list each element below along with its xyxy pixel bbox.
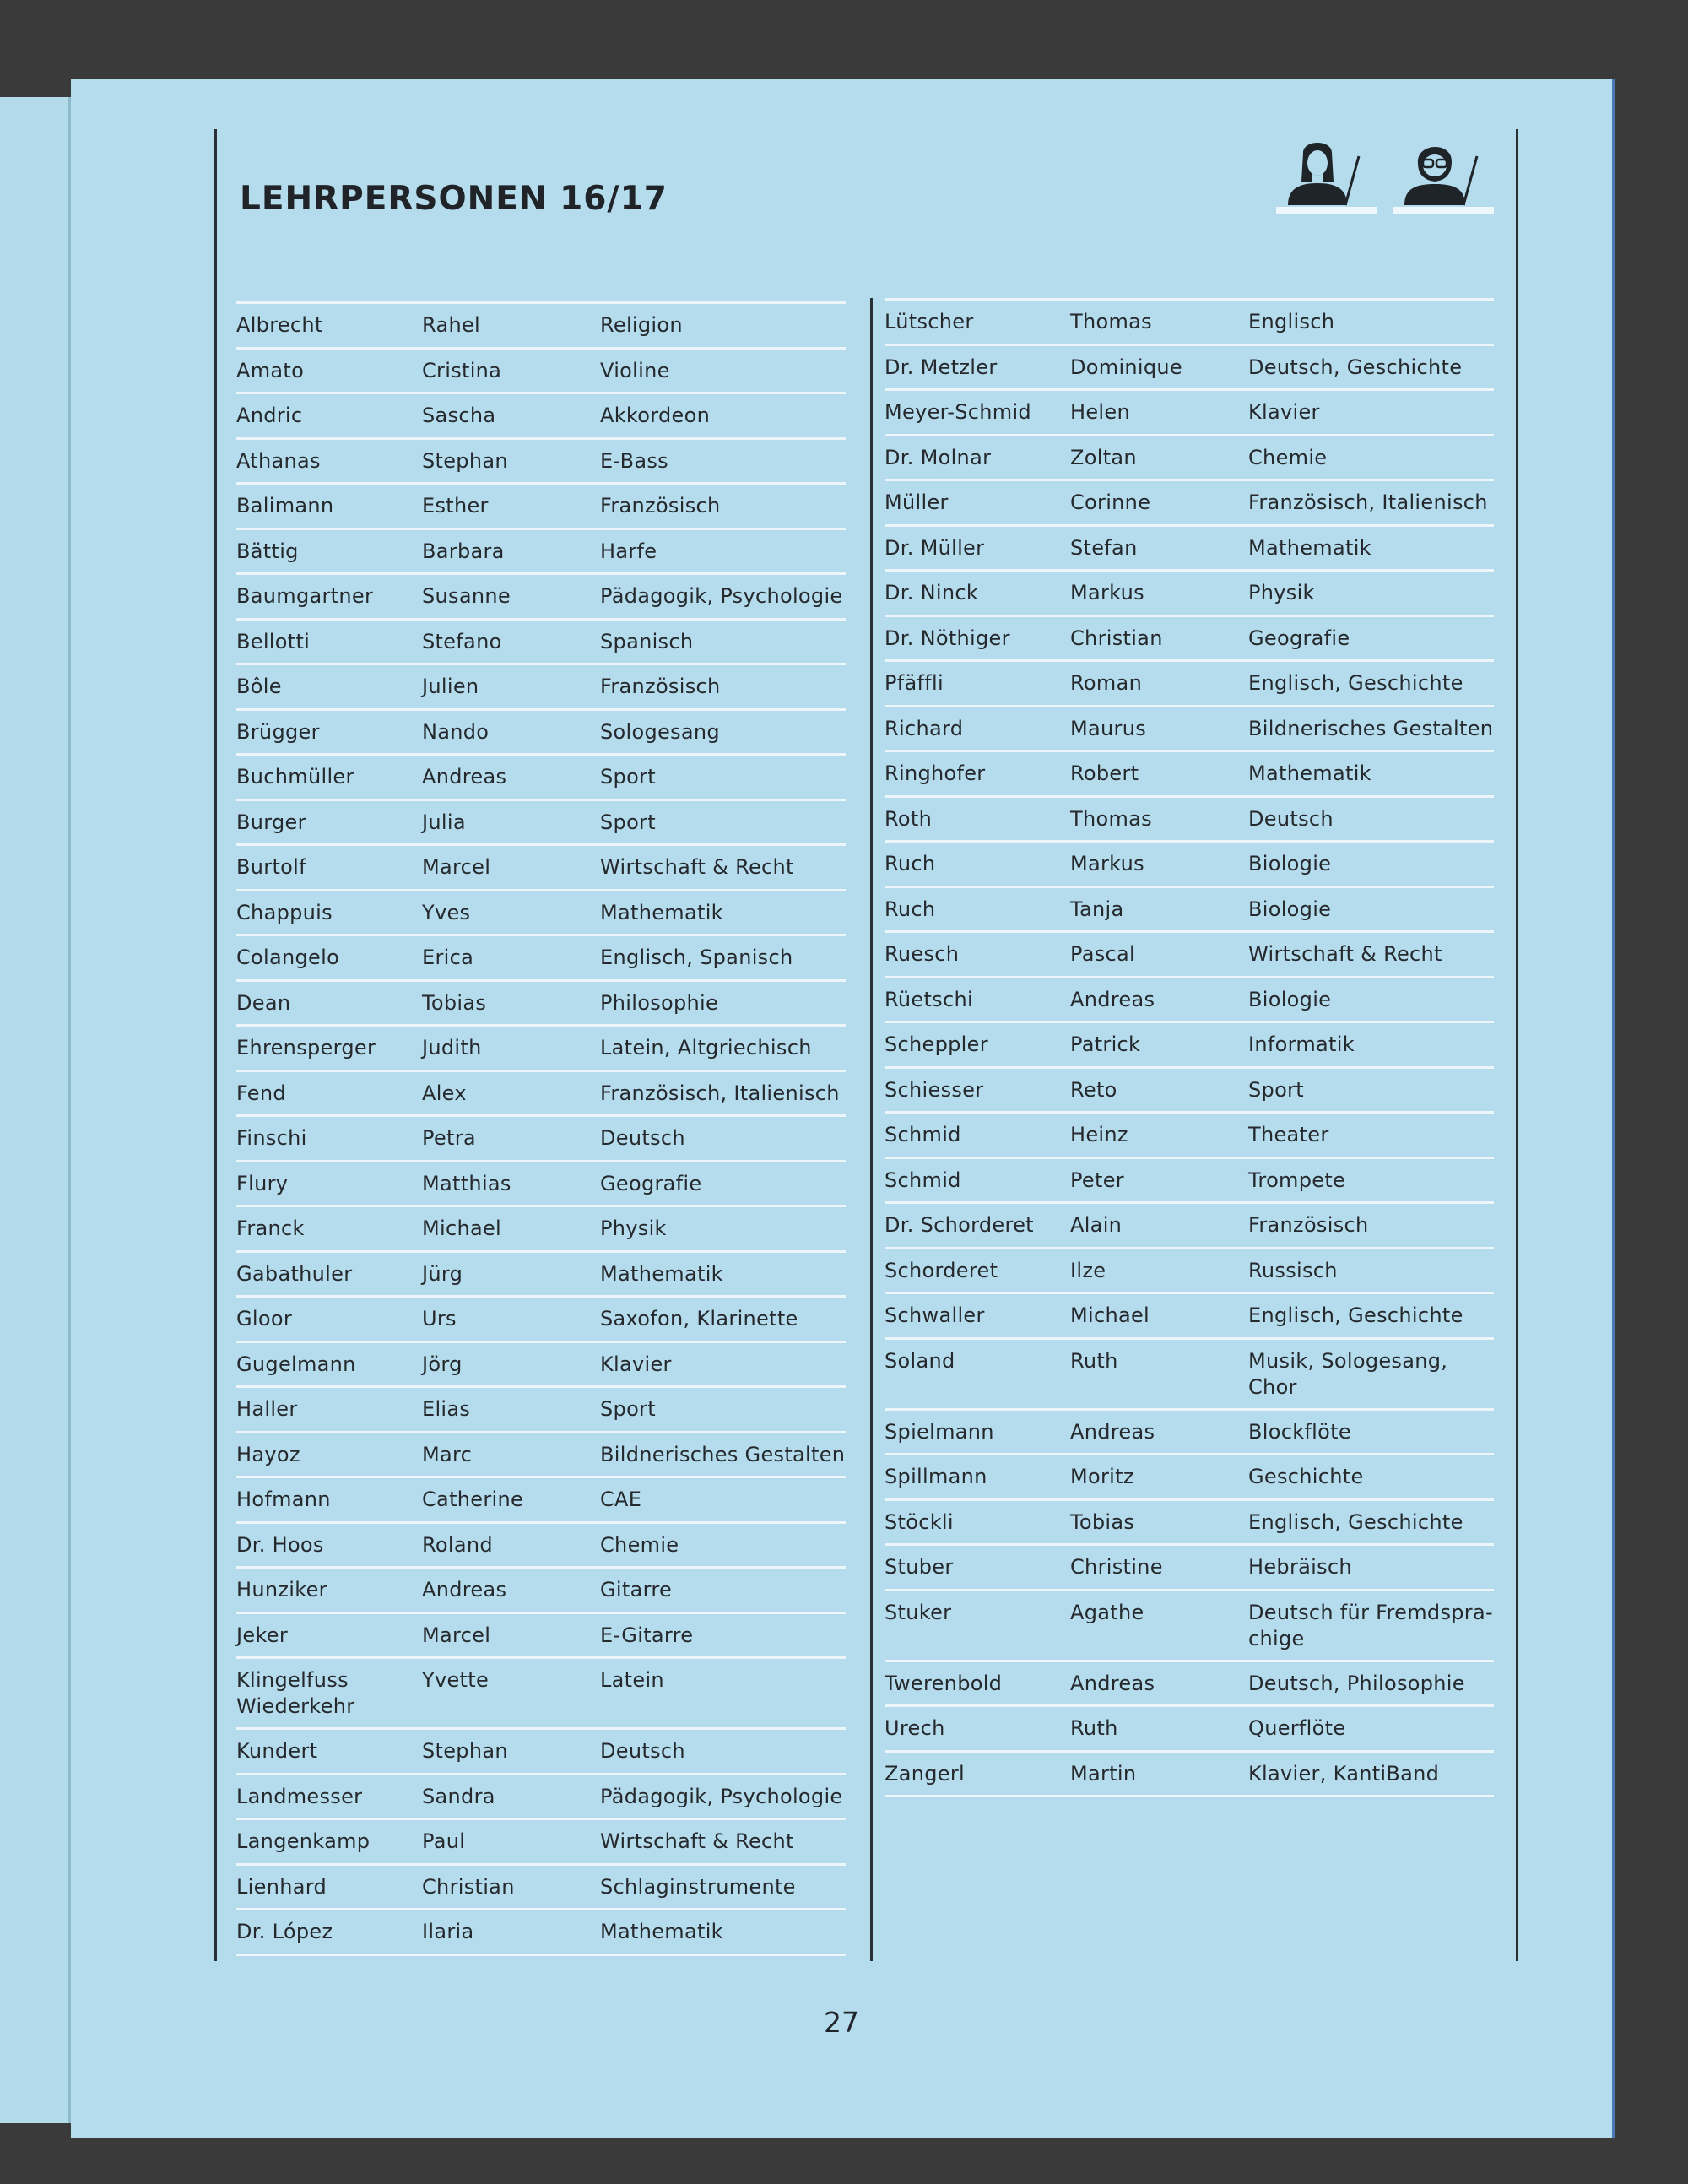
teacher-row — [236, 1775, 846, 1821]
teacher-row — [885, 662, 1494, 707]
teacher-subject: Wirtschaft & Recht — [600, 855, 794, 879]
teacher-last-name: Andric — [236, 404, 303, 427]
teacher-last-name: Bättig — [236, 539, 299, 563]
teacher-subject: Gitarre — [600, 1578, 673, 1601]
teacher-subject: E-Bass — [600, 448, 668, 473]
teacher-row — [885, 1340, 1494, 1411]
teacher-subject: Mathematik — [1248, 761, 1372, 785]
teacher-subject: Violine — [600, 358, 670, 382]
teacher-row — [236, 394, 846, 440]
teacher-subject: Deutsch — [600, 1739, 685, 1763]
teacher-row — [885, 527, 1494, 572]
teacher-row — [236, 1866, 846, 1911]
teacher-first-name: Elias — [422, 1397, 471, 1421]
teacher-last-name: Langenkamp — [236, 1829, 371, 1853]
teacher-row — [236, 1298, 846, 1343]
teacher-row — [885, 888, 1494, 934]
teacher-first-name: Cristina — [422, 358, 502, 382]
teacher-subject: Deutsch — [1248, 806, 1334, 831]
teacher-last-name: Albrecht — [236, 313, 323, 337]
teacher-first-name: Andreas — [1070, 987, 1155, 1011]
teacher-row — [885, 301, 1494, 346]
teacher-last-name: Schmid — [885, 1168, 961, 1192]
teacher-last-name: Spillmann — [885, 1465, 987, 1488]
teacher-row — [236, 891, 846, 937]
teacher-row — [236, 982, 846, 1027]
teacher-last-name: Stöckli — [885, 1509, 954, 1534]
teacher-subject: Wirtschaft & Recht — [1248, 942, 1442, 966]
teacher-row — [236, 485, 846, 530]
teacher-last-name: Schwaller — [885, 1303, 985, 1327]
teacher-subject: Latein, Altgriechisch — [600, 1036, 812, 1059]
teacher-row — [885, 1546, 1494, 1591]
teacher-row — [885, 1023, 1494, 1069]
teacher-first-name: Pascal — [1070, 942, 1135, 966]
teacher-row — [236, 1820, 846, 1866]
teacher-last-name: Rüetschi — [885, 987, 973, 1011]
teacher-row — [236, 936, 846, 982]
teacher-row — [885, 1294, 1494, 1340]
teacher-first-name: Yves — [422, 900, 471, 924]
teacher-first-name: Yvette — [422, 1668, 490, 1692]
teacher-row — [236, 1910, 846, 1956]
teacher-last-name: Gloor — [236, 1307, 292, 1330]
teacher-first-name: Moritz — [1070, 1465, 1134, 1488]
teacher-first-name: Susanne — [422, 584, 511, 608]
teacher-last-name: Müller — [885, 490, 949, 514]
teacher-last-name: Scheppler — [885, 1032, 988, 1056]
teacher-last-name: Hunziker — [236, 1578, 327, 1601]
teacher-row — [885, 1159, 1494, 1205]
teacher-last-name: Richard — [885, 716, 964, 740]
teacher-first-name: Reto — [1070, 1077, 1117, 1102]
teacher-first-name: Andreas — [422, 765, 507, 789]
teacher-first-name: Zoltan — [1070, 445, 1137, 469]
teacher-subject: Pädagogik, Psychologie — [600, 584, 843, 608]
teacher-last-name: Dr. Müller — [885, 535, 985, 560]
teacher-row — [885, 1753, 1494, 1798]
teacher-row — [885, 346, 1494, 392]
teacher-first-name: Stephan — [422, 1739, 508, 1763]
teacher-row — [236, 1614, 846, 1660]
teacher-subject: Klavier — [600, 1352, 672, 1376]
teacher-last-name: Bellotti — [236, 629, 311, 653]
teacher-last-name: Dr. Ninck — [885, 581, 979, 604]
teacher-last-name: Burger — [236, 810, 306, 834]
teacher-first-name: Rahel — [422, 313, 480, 337]
teacher-first-name: Sandra — [422, 1784, 495, 1808]
teacher-row — [236, 1388, 846, 1433]
teacher-subject: CAE — [600, 1488, 642, 1511]
teacher-first-name: Robert — [1070, 761, 1139, 785]
teacher-row — [885, 617, 1494, 663]
teacher-row — [236, 304, 846, 350]
teacher-last-name: Lütscher — [885, 310, 974, 333]
teacher-first-name: Martin — [1070, 1761, 1137, 1786]
teacher-first-name: Stefan — [1070, 535, 1138, 560]
teacher-subject: Sport — [600, 765, 656, 789]
teacher-subject: Sport — [600, 810, 656, 834]
teacher-row — [885, 391, 1494, 436]
teacher-first-name: Jörg — [422, 1352, 463, 1376]
teacher-first-name: Andreas — [1070, 1419, 1155, 1444]
teacher-last-name: Urech — [885, 1716, 945, 1740]
teacher-row — [236, 1253, 846, 1298]
teacher-last-name: Jeker — [236, 1623, 289, 1647]
teacher-subject: Religion — [600, 313, 683, 337]
teacher-subject: Englisch, Spanisch — [600, 946, 793, 969]
teacher-subject: Trompete — [1248, 1168, 1346, 1192]
left-rule — [214, 129, 217, 1961]
teacher-first-name: Alex — [422, 1081, 467, 1105]
teacher-first-name: Judith — [422, 1036, 482, 1059]
teacher-subject: Bildnerisches Gestalten — [1248, 716, 1494, 740]
teacher-subject: Harfe — [600, 539, 657, 563]
teacher-subject: Blockflöte — [1248, 1419, 1351, 1444]
teacher-first-name: Roland — [422, 1532, 493, 1557]
teacher-row — [236, 1478, 846, 1524]
teacher-row — [885, 1069, 1494, 1114]
teacher-subject: Musik, Sologesang, Chor — [1248, 1348, 1448, 1399]
teacher-subject: Chemie — [600, 1532, 679, 1557]
teacher-subject: Schlaginstrumente — [600, 1874, 796, 1899]
teacher-first-name: Catherine — [422, 1488, 524, 1511]
teacher-subject: Akkordeon — [600, 404, 711, 427]
teacher-subject: Deutsch für Fremdspra- chige — [1248, 1600, 1493, 1650]
teacher-first-name: Jürg — [422, 1261, 463, 1286]
teacher-last-name: Dr. Nöthiger — [885, 626, 1010, 650]
teacher-last-name: Amato — [236, 358, 305, 382]
teacher-first-name: Esther — [422, 494, 489, 518]
teacher-row — [885, 707, 1494, 753]
teacher-last-name: Bôle — [236, 675, 282, 698]
teacher-last-name: Colangelo — [236, 946, 340, 969]
teacher-first-name: Marcel — [422, 855, 491, 879]
teacher-row — [236, 440, 846, 485]
teacher-last-name: Lienhard — [236, 1874, 327, 1899]
teacher-last-name: Zangerl — [885, 1761, 965, 1786]
teacher-last-name: Flury — [236, 1171, 289, 1195]
teacher-list-left — [236, 301, 846, 1956]
teacher-first-name: Alain — [1070, 1213, 1123, 1237]
teacher-last-name: Stuker — [885, 1600, 952, 1624]
teacher-last-name: Twerenbold — [885, 1671, 1003, 1695]
teacher-last-name: Ringhofer — [885, 761, 986, 785]
teacher-last-name: Spielmann — [885, 1419, 994, 1444]
teacher-subject: Physik — [1248, 581, 1315, 604]
teacher-row — [885, 752, 1494, 798]
center-rule — [870, 298, 873, 1961]
teacher-first-name: Christian — [1070, 626, 1163, 650]
teacher-row — [885, 843, 1494, 888]
teacher-row — [885, 572, 1494, 617]
teacher-subject: Russisch — [1248, 1258, 1338, 1282]
teacher-subject: Klavier, KantiBand — [1248, 1761, 1440, 1786]
teacher-row — [236, 1072, 846, 1118]
teacher-subject: Geschichte — [1248, 1465, 1364, 1488]
teacher-first-name: Sascha — [422, 404, 496, 427]
teacher-subject: Sologesang — [600, 719, 720, 744]
teacher-first-name: Ilze — [1070, 1258, 1106, 1282]
teacher-row — [236, 846, 846, 891]
teacher-row — [885, 1411, 1494, 1456]
teacher-last-name: Ruch — [885, 852, 936, 875]
teacher-first-name: Corinne — [1070, 490, 1151, 514]
teacher-subject: Englisch, Geschichte — [1248, 1509, 1463, 1534]
teacher-subject: Mathematik — [600, 1920, 723, 1943]
teacher-first-name: Julia — [422, 810, 466, 834]
teacher-row — [885, 1249, 1494, 1295]
right-rule — [1516, 129, 1518, 1961]
teacher-last-name: Hofmann — [236, 1488, 331, 1511]
teacher-subject: Latein — [600, 1668, 664, 1692]
teacher-row — [885, 1455, 1494, 1501]
teacher-subject: Informatik — [1248, 1032, 1355, 1056]
teacher-first-name: Dominique — [1070, 355, 1183, 379]
teacher-first-name: Patrick — [1070, 1032, 1141, 1056]
teacher-last-name: Roth — [885, 806, 933, 831]
teacher-row — [236, 575, 846, 621]
teacher-first-name: Michael — [1070, 1303, 1150, 1327]
teacher-last-name: Ruch — [885, 897, 936, 921]
teacher-last-name: Balimann — [236, 494, 334, 518]
teacher-first-name: Erica — [422, 946, 474, 969]
teacher-row — [885, 933, 1494, 978]
teacher-last-name: Finschi — [236, 1126, 307, 1150]
teacher-first-name: Matthias — [422, 1171, 511, 1195]
teacher-first-name: Ilaria — [422, 1920, 474, 1943]
teacher-last-name: Soland — [885, 1348, 955, 1373]
teacher-row — [885, 1707, 1494, 1753]
teacher-row — [236, 1343, 846, 1389]
teacher-last-name: Schorderet — [885, 1258, 998, 1282]
teacher-last-name: Athanas — [236, 448, 321, 473]
teacher-row — [885, 798, 1494, 843]
teacher-last-name: Klingelfuss Wiederkehr — [236, 1668, 355, 1718]
teacher-last-name: Hayoz — [236, 1442, 300, 1466]
teacher-first-name: Andreas — [1070, 1671, 1155, 1695]
teacher-last-name: Gugelmann — [236, 1352, 356, 1376]
teacher-row — [236, 1659, 846, 1730]
teacher-last-name: Dr. López — [236, 1920, 333, 1943]
teacher-subject: Bildnerisches Gestalten — [600, 1442, 846, 1466]
teacher-first-name: Andreas — [422, 1578, 507, 1601]
teacher-subject: Sport — [600, 1397, 656, 1421]
teacher-first-name: Agathe — [1070, 1600, 1144, 1624]
teacher-subject: Philosophie — [600, 990, 719, 1015]
teacher-last-name: Dr. Molnar — [885, 445, 992, 469]
teacher-subject: Sport — [1248, 1077, 1304, 1102]
teacher-subject: Wirtschaft & Recht — [600, 1829, 794, 1853]
teacher-row — [885, 1114, 1494, 1159]
teacher-first-name: Ruth — [1070, 1716, 1118, 1740]
teacher-row — [236, 1433, 846, 1479]
teacher-last-name: Baumgartner — [236, 584, 374, 608]
teacher-row — [885, 1591, 1494, 1662]
teacher-subject: Französisch — [600, 494, 721, 518]
teacher-subject: Geografie — [1248, 626, 1350, 650]
teacher-subject: Pädagogik, Psychologie — [600, 1784, 843, 1808]
teacher-subject: Klavier — [1248, 400, 1320, 424]
teacher-subject: Mathematik — [600, 1261, 723, 1286]
teacher-last-name: Dean — [236, 990, 291, 1015]
teacher-first-name: Tanja — [1070, 897, 1124, 921]
teacher-first-name: Tobias — [1070, 1509, 1135, 1534]
teacher-subject: Spanisch — [600, 629, 694, 653]
teacher-first-name: Paul — [422, 1829, 466, 1853]
teacher-first-name: Peter — [1070, 1168, 1124, 1192]
teacher-first-name: Julien — [422, 675, 479, 698]
teacher-last-name: Chappuis — [236, 900, 333, 924]
teacher-subject: Biologie — [1248, 852, 1332, 875]
teacher-last-name: Meyer-Schmid — [885, 400, 1031, 424]
teacher-first-name: Tobias — [422, 990, 487, 1015]
teacher-last-name: Dr. Hoos — [236, 1532, 324, 1557]
teacher-first-name: Markus — [1070, 852, 1144, 875]
teacher-subject: Saxofon, Klarinette — [600, 1307, 798, 1330]
teacher-first-name: Ruth — [1070, 1348, 1118, 1373]
teacher-first-name: Petra — [422, 1126, 476, 1150]
teacher-row — [236, 1524, 846, 1569]
teacher-subject: Chemie — [1248, 445, 1328, 469]
teacher-subject: Deutsch — [600, 1126, 685, 1150]
teacher-row — [236, 621, 846, 666]
teacher-subject: Biologie — [1248, 897, 1332, 921]
brochure-page — [71, 79, 1612, 2138]
teacher-subject: Theater — [1248, 1123, 1329, 1146]
teacher-last-name: Pfäffli — [885, 671, 944, 695]
teacher-last-name: Buchmüller — [236, 765, 354, 789]
teacher-last-name: Schmid — [885, 1123, 961, 1146]
teacher-subject: Englisch, Geschichte — [1248, 1303, 1463, 1327]
teacher-row — [885, 481, 1494, 527]
teacher-subject: Englisch, Geschichte — [1248, 671, 1463, 695]
teacher-first-name: Urs — [422, 1307, 457, 1330]
teacher-first-name: Christian — [422, 1874, 515, 1899]
female-teacher-icon — [1271, 138, 1379, 214]
teacher-last-name: Ehrensperger — [236, 1036, 376, 1059]
teacher-list-right — [885, 298, 1494, 1797]
teacher-subject: Querflöte — [1248, 1716, 1346, 1740]
teacher-last-name: Haller — [236, 1397, 298, 1421]
teacher-row — [236, 530, 846, 576]
teacher-first-name: Christine — [1070, 1555, 1163, 1579]
teacher-first-name: Michael — [422, 1217, 502, 1240]
teacher-subject: Französisch, Italienisch — [600, 1081, 840, 1105]
teacher-first-name: Thomas — [1070, 310, 1152, 333]
teacher-first-name: Stephan — [422, 448, 508, 473]
teacher-last-name: Landmesser — [236, 1784, 363, 1808]
teacher-row — [885, 978, 1494, 1024]
teacher-last-name: Ruesch — [885, 942, 960, 966]
teacher-last-name: Stuber — [885, 1555, 954, 1579]
teacher-first-name: Maurus — [1070, 716, 1147, 740]
teacher-row — [236, 665, 846, 711]
teacher-row — [236, 1569, 846, 1614]
teacher-first-name: Heinz — [1070, 1123, 1128, 1146]
teacher-row — [885, 1662, 1494, 1708]
teacher-last-name: Dr. Schorderet — [885, 1213, 1034, 1237]
teacher-last-name: Dr. Metzler — [885, 355, 998, 379]
teacher-last-name: Franck — [236, 1217, 305, 1240]
left-page-edge — [0, 97, 69, 2123]
teacher-row — [236, 1027, 846, 1072]
teacher-row — [236, 1117, 846, 1162]
teacher-last-name: Brügger — [236, 719, 320, 744]
teacher-row — [236, 1207, 846, 1253]
teacher-subject: Hebräisch — [1248, 1555, 1352, 1579]
teacher-row — [236, 1730, 846, 1775]
teacher-subject: Physik — [600, 1217, 667, 1240]
teacher-row — [236, 350, 846, 395]
teacher-last-name: Gabathuler — [236, 1261, 353, 1286]
teacher-first-name: Barbara — [422, 539, 505, 563]
teacher-subject: Biologie — [1248, 987, 1332, 1011]
teacher-subject: Französisch — [1248, 1213, 1369, 1237]
teacher-subject: Deutsch, Geschichte — [1248, 355, 1463, 379]
teacher-first-name: Helen — [1070, 400, 1130, 424]
teacher-row — [236, 711, 846, 756]
teacher-last-name: Burtolf — [236, 855, 306, 879]
teacher-subject: Geografie — [600, 1171, 702, 1195]
teacher-subject: Deutsch, Philosophie — [1248, 1671, 1465, 1695]
teacher-subject: E-Gitarre — [600, 1623, 694, 1647]
teacher-row — [885, 1501, 1494, 1547]
teacher-last-name: Schiesser — [885, 1077, 984, 1102]
page-title: LEHRPERSONEN 16/17 — [240, 180, 668, 218]
teacher-subject: Französisch — [600, 675, 721, 698]
teacher-first-name: Marc — [422, 1442, 473, 1466]
male-teacher-icon — [1388, 138, 1496, 214]
teacher-subject: Französisch, Italienisch — [1248, 490, 1488, 514]
teacher-first-name: Roman — [1070, 671, 1143, 695]
teacher-first-name: Markus — [1070, 581, 1144, 604]
teacher-row — [885, 436, 1494, 482]
teacher-row — [236, 1162, 846, 1208]
teacher-subject: Englisch — [1248, 310, 1335, 333]
teacher-row — [236, 801, 846, 847]
teacher-last-name: Kundert — [236, 1739, 318, 1763]
teacher-first-name: Thomas — [1070, 806, 1152, 831]
teacher-row — [236, 756, 846, 801]
teacher-last-name: Fend — [236, 1081, 286, 1105]
page-number: 27 — [824, 2006, 859, 2039]
teacher-first-name: Stefano — [422, 629, 502, 653]
teacher-first-name: Nando — [422, 719, 490, 744]
teacher-row — [885, 1204, 1494, 1249]
teacher-subject: Mathematik — [600, 900, 723, 924]
teacher-subject: Mathematik — [1248, 535, 1372, 560]
teacher-first-name: Marcel — [422, 1623, 491, 1647]
